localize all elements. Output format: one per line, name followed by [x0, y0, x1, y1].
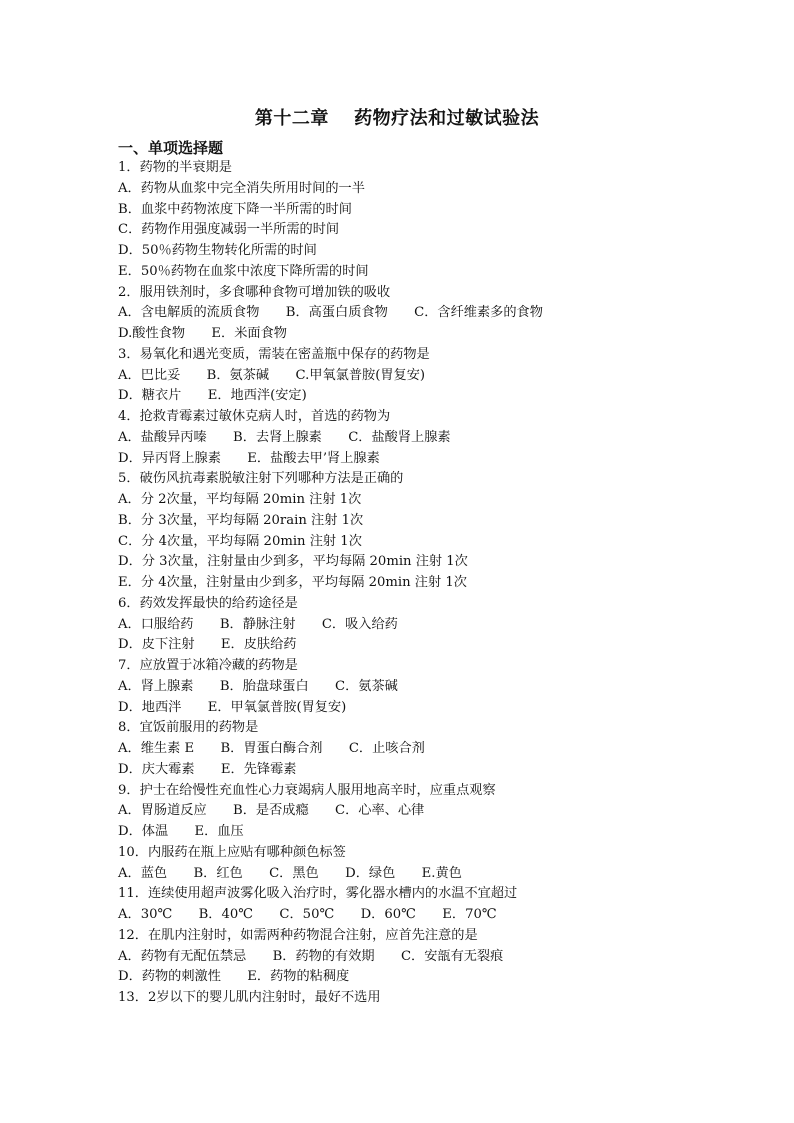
answer-options: B．血浆中药物浓度下降一半所需的时间: [118, 201, 352, 217]
answer-options: D．体温 E．血压: [118, 824, 244, 839]
answer-options: A．含电解质的流质食物 B．高蛋白质食物 C．含纤维素多的食物: [118, 305, 543, 321]
question-stem: 2．服用铁剂时，多食哪种食物可增加铁的吸收: [118, 284, 391, 300]
question-list: [118, 158, 718, 1009]
question-stem: 3．易氧化和遇光变质，需装在密盖瓶中保存的药物是: [118, 346, 430, 362]
question-stem: 7．应放置于冰箱冷藏的药物是: [118, 658, 298, 673]
answer-options: A．药物从血浆中完全消失所用时间的一半: [118, 180, 365, 196]
answer-options: A．药物有无配伍禁忌 B．药物的有效期 C．安瓿有无裂痕: [118, 948, 504, 964]
chapter-title: 第十二章 药物疗法和过敏试验法: [254, 108, 540, 129]
answer-options: A．肾上腺素 B．胎盘球蛋白 C．氨茶碱: [118, 678, 398, 694]
answer-options: B．分 3次量，平均每隔 20rain 注射 1次: [118, 512, 364, 528]
answer-options: A．胃肠道反应 B．是否成瘾 C．心率、心律: [118, 803, 425, 819]
answer-options: D．糖衣片 E．地西泮(安定): [118, 388, 307, 404]
question-stem: 1．药物的半衰期是: [118, 160, 232, 175]
section-heading: 一、单项选择题: [118, 139, 224, 157]
answer-options: A．巴比妥 B．氨茶碱 C.甲氧氯普胺(胃复安): [118, 367, 426, 383]
answer-options: A．30℃ B．40℃ C．50℃ D．60℃ E．70℃: [118, 907, 497, 922]
answer-options: E．50％药物在血浆中浓度下降所需的时间: [118, 263, 369, 279]
answer-options: D．皮下注射 E．皮肤给药: [118, 637, 297, 653]
question-stem: 12．在肌内注射时，如需两种药物混合注射，应首先注意的是: [118, 927, 478, 943]
question-stem: 11．连续使用超声波雾化吸入治疗时，雾化器水槽内的水温不宜超过: [118, 886, 518, 902]
answer-options: D．分 3次量，注射量由少到多，平均每隔 20min 注射 1次: [118, 554, 468, 570]
answer-options: A．盐酸异丙嗪 B．去肾上腺素 C．盐酸肾上腺素: [118, 429, 451, 445]
answer-options: C．分 4次量，平均每隔 20min 注射 1次: [118, 533, 362, 549]
answer-options: A．维生素 E B．胃蛋白酶合剂 C．止咳合剂: [118, 741, 425, 756]
answer-options: A．蓝色 B．红色 C．黑色 D．绿色 E.黄色: [118, 865, 462, 881]
question-stem: 6．药效发挥最快的给药途径是: [118, 595, 298, 611]
answer-options: E．分 4次量，注射量由少到多，平均每隔 20min 注射 1次: [118, 575, 467, 590]
question-stem: 8．宜饭前服用的药物是: [118, 720, 259, 736]
question-stem: 13．2岁以下的婴儿肌内注射时，最好不选用: [118, 990, 381, 1005]
answer-options: D．地西泮 E．甲氧氯普胺(胃复安): [118, 699, 347, 715]
answer-options: D.酸性食物 E．米面食物: [118, 326, 287, 341]
question-stem: 10．内服药在瓶上应贴有哪种颜色标签: [118, 844, 346, 860]
answer-options: D．异丙肾上腺素 E．盐酸去甲’肾上腺素: [118, 450, 380, 466]
answer-options: D．50％药物生物转化所需的时间: [118, 243, 317, 258]
answer-options: D．药物的刺激性 E．药物的粘稠度: [118, 969, 350, 985]
question-stem: 4．抢救青霉素过敏休克病人时，首选的药物为: [118, 409, 391, 424]
answer-options: D．庆大霉素 E．先锋霉素: [118, 761, 297, 777]
question-stem: 5．破伤风抗毒素脱敏注射下列哪种方法是正确的: [118, 471, 404, 487]
answer-options: A．口服给药 B．静脉注射 C．吸入给药: [118, 616, 398, 632]
answer-options: A．分 2次量，平均每隔 20min 注射 1次: [118, 492, 362, 507]
question-stem: 9．护士在给慢性充血性心力衰竭病人服用地高辛时，应重点观察: [118, 782, 496, 798]
answer-options: C．药物作用强度减弱一半所需的时间: [118, 222, 340, 238]
